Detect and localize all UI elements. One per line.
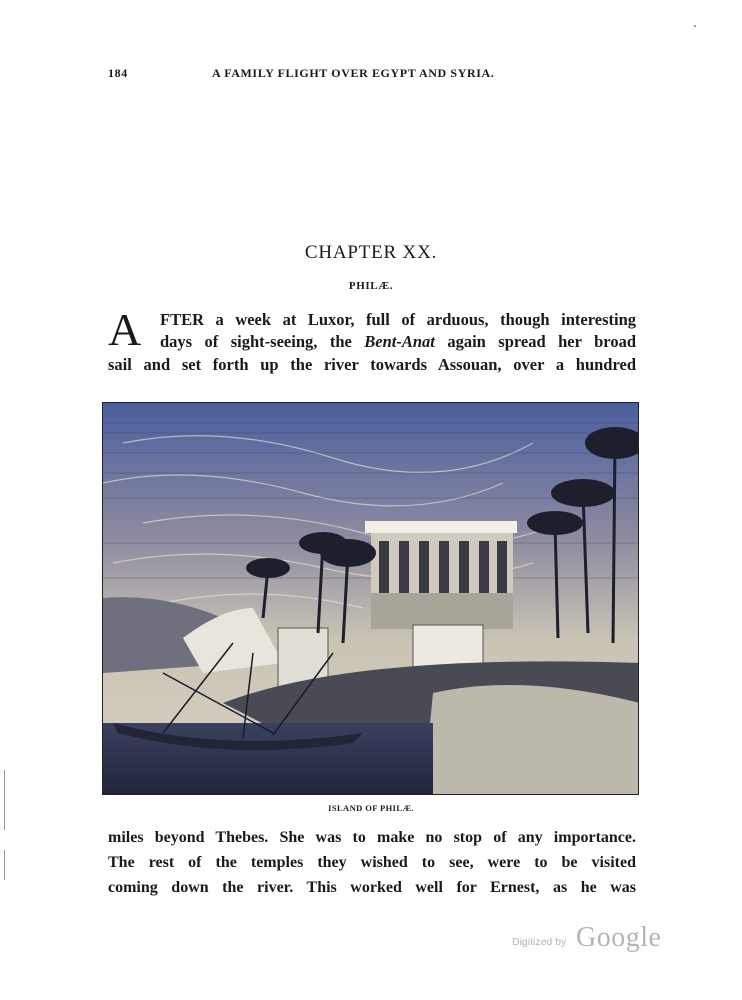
drop-cap: A [108,304,142,355]
running-title: A FAMILY FLIGHT OVER EGYPT AND SYRIA. [212,66,495,80]
ship-name: Bent-Anat [364,332,435,351]
scan-margin-mark [694,25,696,27]
paragraph-line [160,331,636,353]
text-run: again spread her broad [434,332,636,351]
chapter-heading: CHAPTER XX. [304,242,438,263]
section-title: PHILÆ. [348,280,394,292]
opening-paragraph [108,304,636,381]
paragraph-line: sail and set forth up the river towards Assouan, over a hundred [108,355,636,374]
paragraph-line: miles beyond Thebes. She was to make no stop of any importance. [108,829,636,846]
watermark-brand: Google [576,922,662,953]
closing-paragraph [108,827,636,907]
scan-margin-mark [4,850,5,880]
paragraph-line: FTER a week at Luxor, full of arduous, though interesting [160,310,636,329]
watermark-prefix: Digitized by [512,936,567,948]
paragraph-line: coming down the river. This worked well for Ernest, as he was [108,879,636,896]
engraving-illustration [102,402,639,795]
paragraph-line: The rest of the temples they wished to see, were to be visited [108,854,636,871]
page-number: 184 [108,66,128,80]
engraving-artwork [103,403,639,795]
figure-caption: ISLAND OF PHILÆ. [328,803,414,813]
text-run: days of sight-seeing, the [160,332,365,351]
scan-margin-mark [4,770,5,830]
running-head [108,66,638,86]
